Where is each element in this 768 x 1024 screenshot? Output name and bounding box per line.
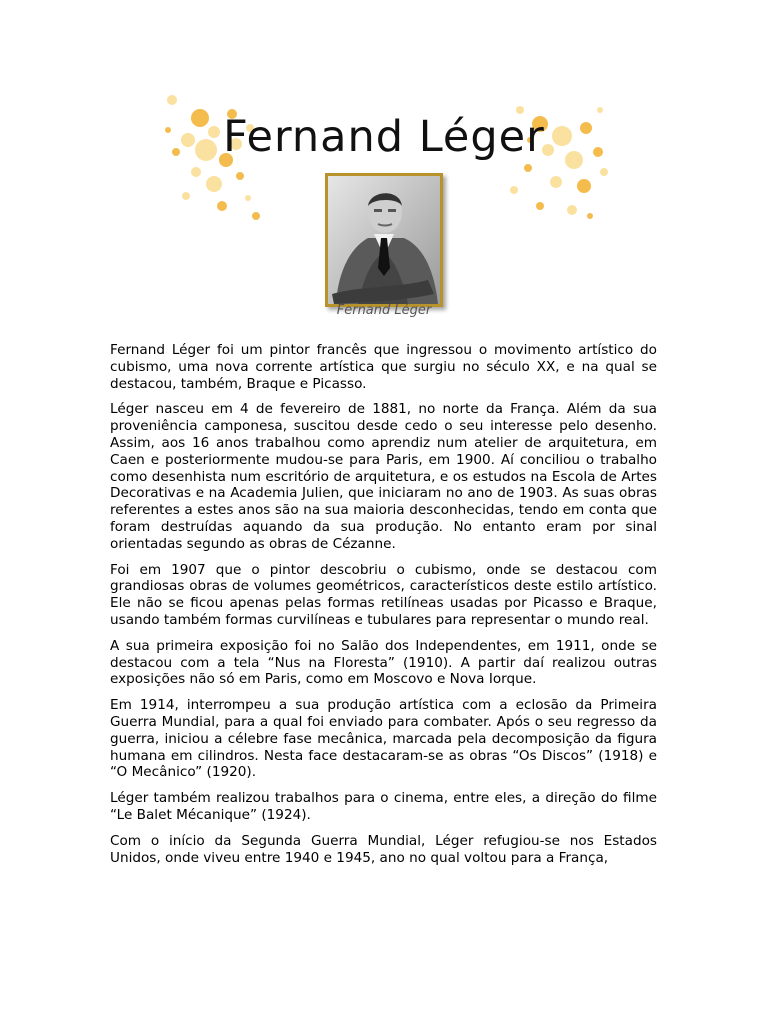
paint-splash-dot: [577, 179, 591, 193]
paint-splash-dot: [536, 202, 544, 210]
article-body: [110, 342, 657, 875]
paint-splash-dot: [524, 164, 532, 172]
page-title: Fernand Léger: [223, 112, 545, 162]
paragraph: A sua primeira exposição foi no Salão dos Independentes, em 1911, onde se destacou com a tela “Nus na Floresta” (1910). A partir daí realizou outras exposições não só em Paris, como em Moscovo e Nova Iorque.: [110, 637, 657, 688]
paint-splash-dot: [600, 168, 608, 176]
paragraph: Com o início da Segunda Guerra Mundial, Léger refugiou-se nos Estados Unidos, onde viveu entre 1940 e 1945, ano no qual voltou para a França,: [110, 832, 657, 866]
paint-splash-dot: [217, 201, 227, 211]
portrait-photo: [325, 173, 443, 307]
paint-splash-dot: [167, 95, 177, 105]
paragraph: Em 1914, interrompeu a sua produção artística com a eclosão da Primeira Guerra Mundial, para a qual foi enviado para combater. Após o seu regresso da guerra, iniciou a célebre fase mecânica, marcada pela decomposição da figura humana em cilindros. Nesta face destacaram-se as obras “Os Discos” (1918) e “O Mecânico” (1920).: [110, 697, 657, 781]
portrait-illustration: [328, 176, 440, 304]
photo-caption: Fernand Léger: [336, 303, 432, 318]
paint-splash-dot: [191, 167, 201, 177]
paint-splash-dot: [206, 176, 222, 192]
paragraph: Fernand Léger foi um pintor francês que ingressou o movimento artístico do cubismo, uma nova corrente artística que surgiu no século XX, e na qual se destacou, também, Braque e Picasso.: [110, 342, 657, 392]
paint-splash-dot: [236, 172, 244, 180]
paragraph: Léger também realizou trabalhos para o cinema, entre eles, a direção do filme “Le Balet Mécanique” (1924).: [110, 790, 657, 823]
paint-splash-dot: [567, 205, 577, 215]
paragraph: Foi em 1907 que o pintor descobriu o cubismo, onde se destacou com grandiosas obras de volumes geométricos, característicos deste estilo artístico. Ele não se ficou apenas pelas formas retilíneas usadas por Picasso e Braque, usando também formas curvilíneas e tubulares para representar o mundo real.: [110, 561, 657, 628]
paint-splash-dot: [252, 212, 260, 220]
paint-splash-dot: [550, 176, 562, 188]
paint-splash-dot: [510, 186, 518, 194]
paint-splash-dot: [245, 195, 251, 201]
paint-splash-dot: [182, 192, 190, 200]
paragraph: Léger nasceu em 4 de fevereiro de 1881, no norte da França. Além da sua proveniência camponesa, suscitou desde cedo o seu interesse pelo desenho. Assim, aos 16 anos trabalhou como aprendiz num atelier de arquitetura, em Caen e posteriormente mudou-se para Paris, em 1900. Aí conciliou o trabalho como desenhista num escritório de arquitetura, e os estudos na Escola de Artes Decorativas e na Academia Julien, que iniciaram no ano de 1903. As suas obras referentes a estes anos são na sua maioria desconhecidas, tendo em conta que foram destruídas aquando da sua produção. No entanto eram por sinal orientadas segundo as obras de Cézanne.: [110, 401, 657, 552]
paint-splash-dot: [587, 213, 593, 219]
